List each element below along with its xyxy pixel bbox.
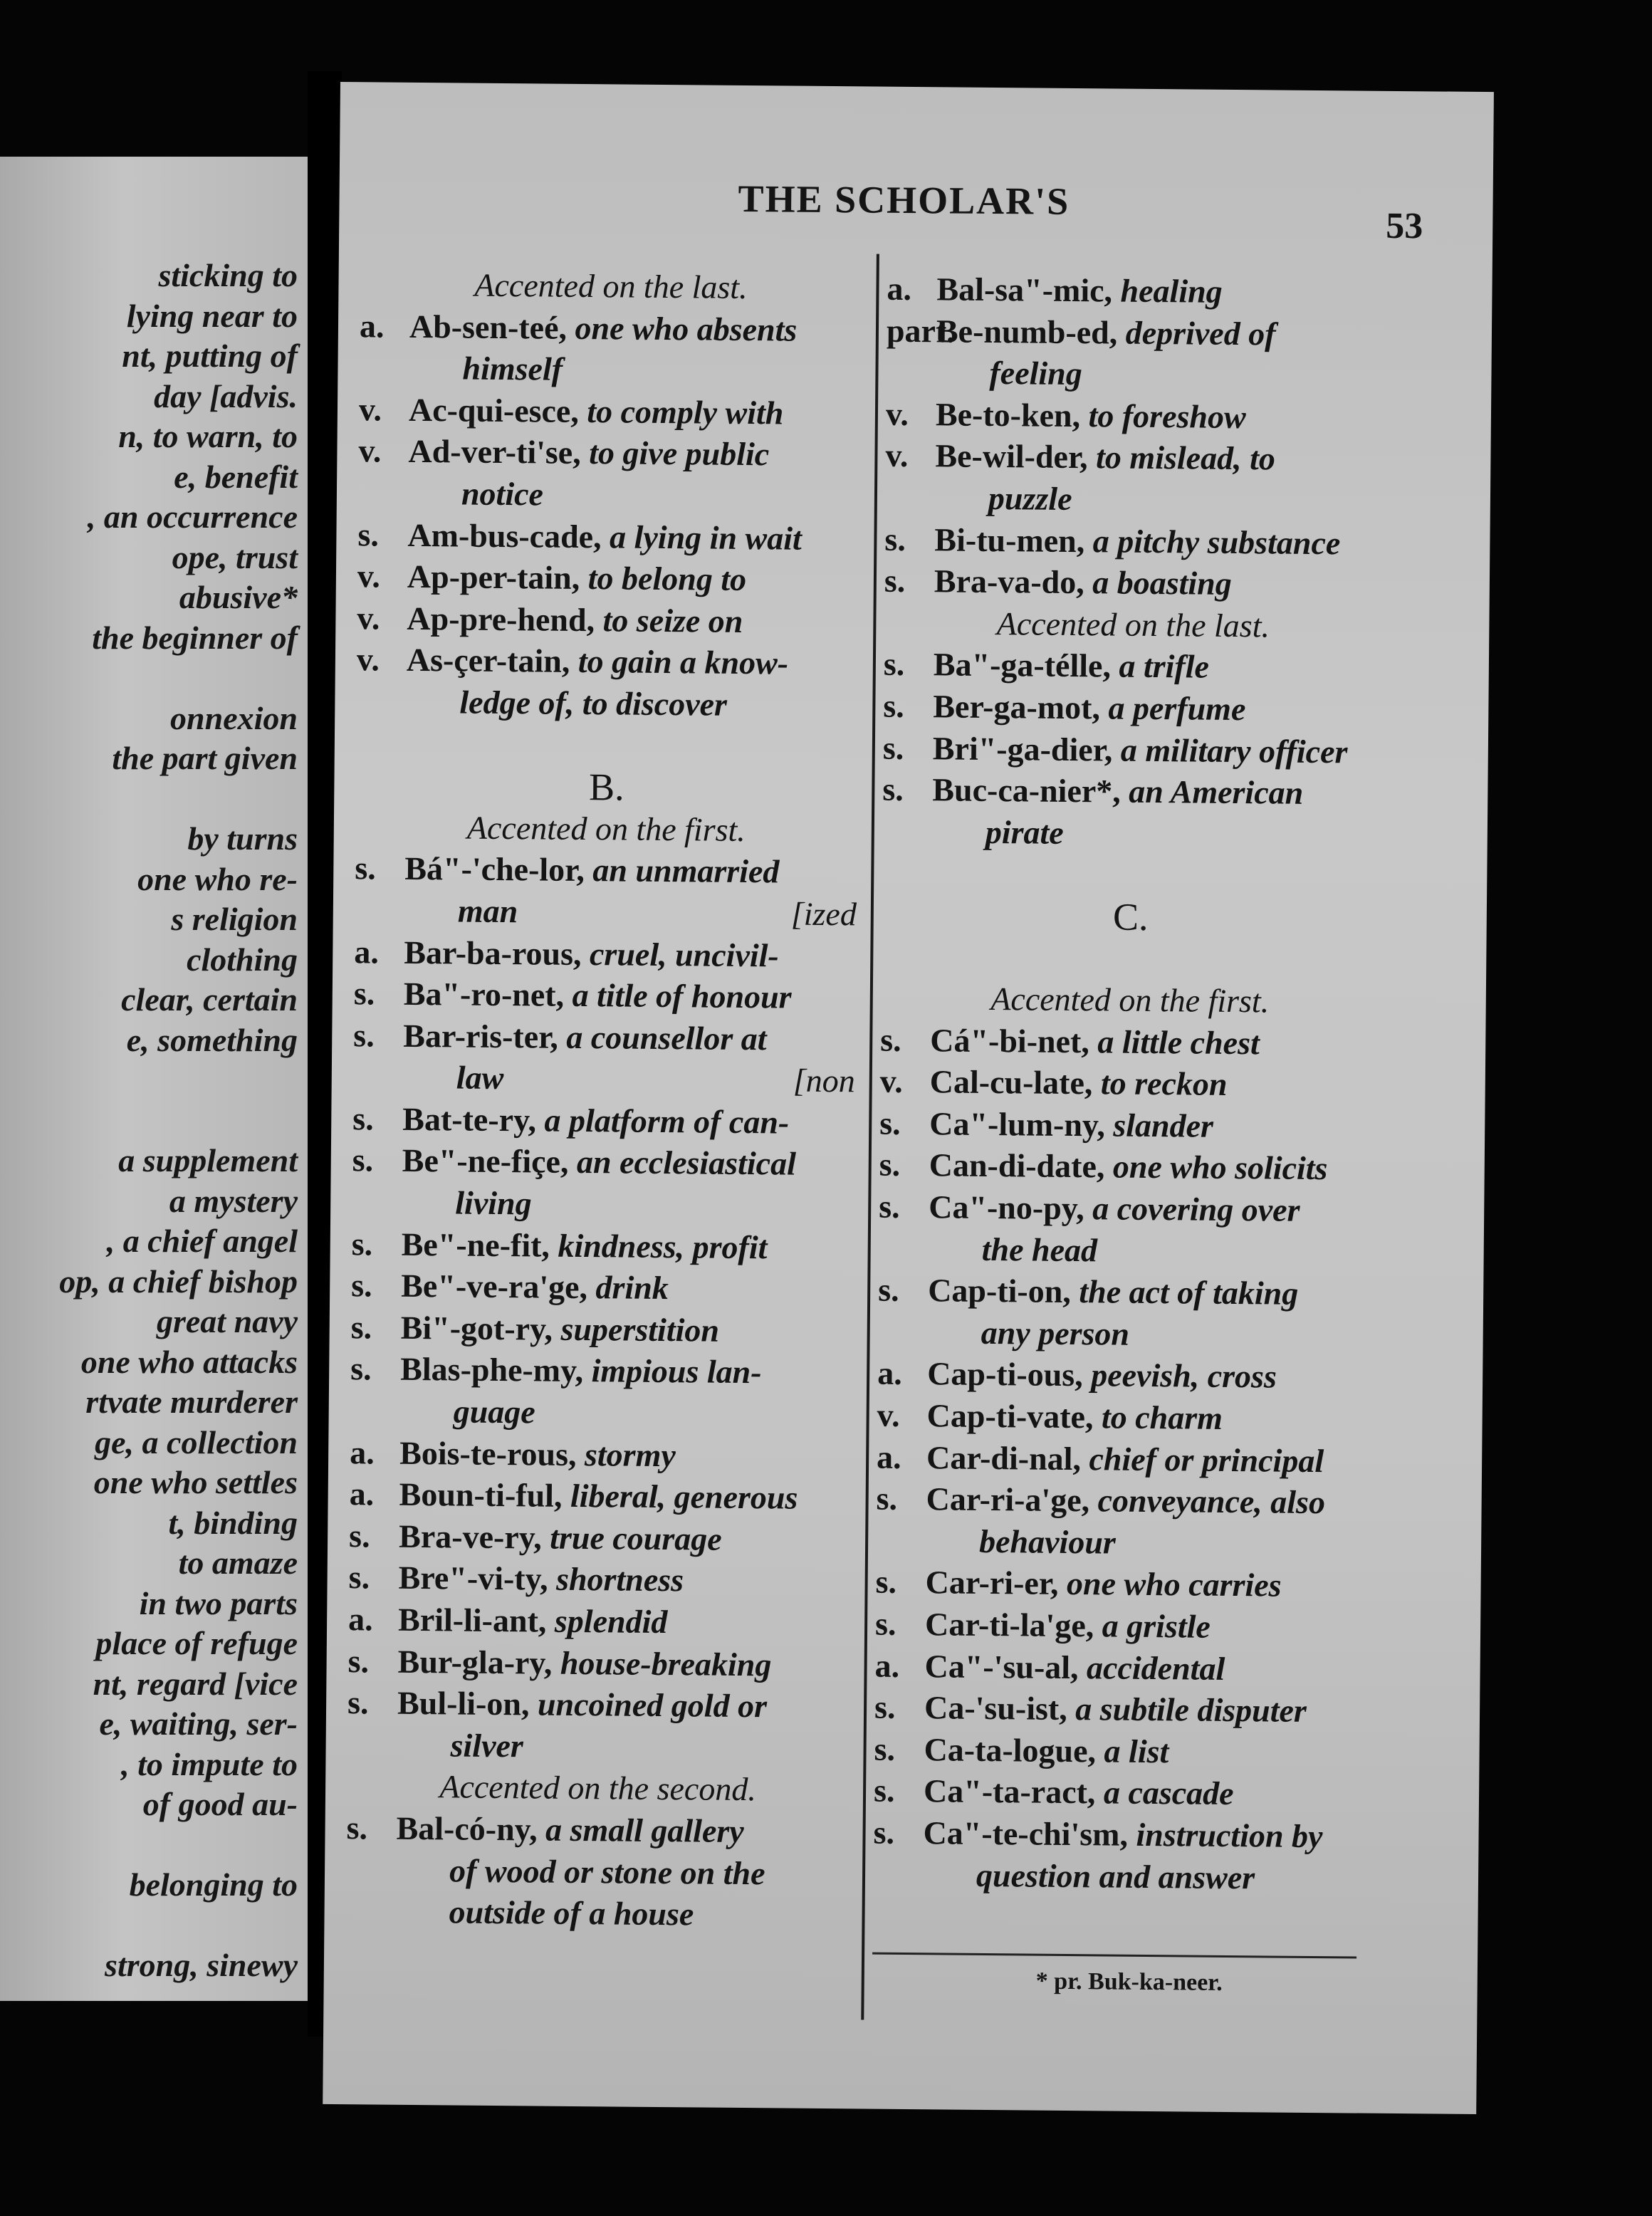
definition: a covering over [1092, 1190, 1300, 1228]
dictionary-entry [875, 1562, 1374, 1608]
definition-text: living [455, 1184, 532, 1222]
adjacent-page-line: a supplement [118, 1142, 298, 1178]
headword: Bre"-vi-ty, [398, 1559, 548, 1598]
part-of-speech: s. [352, 1100, 374, 1137]
spacer [882, 852, 1380, 899]
headword: Bal-có-ny, [396, 1809, 538, 1848]
dictionary-entry [876, 1478, 1374, 1525]
definition-text: law [456, 1059, 504, 1097]
section-subheading: Accented on the first. [990, 981, 1270, 1020]
part-of-speech: s. [353, 1016, 375, 1054]
headword: Blas-phe-my, [400, 1351, 584, 1389]
dictionary-entry [347, 1641, 849, 1687]
part-of-speech: v. [877, 1396, 900, 1433]
headword: Cal-cu-late, [929, 1063, 1093, 1102]
part-of-speech: a. [354, 933, 380, 971]
headword: Ab-sen-teé, [409, 308, 568, 346]
definition: liberal, generous [570, 1478, 798, 1516]
definition-continuation [873, 1854, 1371, 1900]
definition-text: silver [450, 1727, 524, 1765]
adjacent-page-line: by turns [187, 820, 298, 857]
headword: Car-di-nal, [926, 1438, 1082, 1477]
headword: Bra-ve-ry, [398, 1517, 542, 1556]
dictionary-entry [887, 268, 1385, 315]
definition: to belong to [587, 560, 747, 598]
definition-text: puzzle [988, 479, 1072, 517]
definition-text: himself [462, 350, 563, 387]
part-of-speech: v. [357, 599, 380, 637]
dictionary-entry [886, 393, 1384, 439]
adjacent-page-line: lying near to [126, 297, 298, 334]
part-of-speech: s. [879, 1104, 901, 1141]
headword: Cá"-bi-net, [930, 1021, 1090, 1060]
dictionary-entry [877, 1395, 1375, 1441]
adjacent-page-line: place of refuge [95, 1625, 298, 1661]
part-of-speech: s. [880, 1021, 901, 1058]
adjacent-page-line: nt, putting of [122, 338, 298, 374]
definition: a perfume [1108, 689, 1246, 728]
definition: a title of honour [572, 976, 792, 1015]
headword: Bal-sa"-mic, [936, 271, 1113, 309]
dictionary-entry [357, 597, 859, 644]
part-of-speech: s. [878, 1271, 899, 1309]
dictionary-entry [350, 1432, 852, 1478]
headword: Car-ti-la'ge, [924, 1606, 1094, 1644]
part-of-speech: s. [874, 1730, 896, 1767]
section-subheading: Accented on the second. [439, 1768, 757, 1808]
definition: chief or principal [1089, 1440, 1324, 1479]
running-head: THE SCHOLAR'S [738, 177, 1070, 223]
definition: stormy [584, 1436, 676, 1473]
part-of-speech: s. [357, 516, 380, 553]
headword: Bril-li-ant, [397, 1601, 547, 1639]
definition: healing [1120, 272, 1223, 310]
headword: Ba"-ro-net, [403, 975, 565, 1013]
definition-continuation [353, 1056, 855, 1102]
headword: Ad-ver-ti'se, [408, 433, 581, 471]
definition: conveyance, also [1097, 1482, 1326, 1521]
part-of-speech: s. [875, 1564, 897, 1601]
adjacent-page-line: of good au- [142, 1786, 298, 1822]
left-column [345, 263, 862, 1937]
headword: Ap-per-tain, [407, 558, 580, 597]
dictionary-entry [880, 1061, 1379, 1107]
dictionary-entry [357, 555, 859, 602]
headword: Be"-ne-fiçe, [402, 1142, 569, 1181]
definition-continuation [352, 1181, 854, 1228]
definition: slander [1113, 1107, 1214, 1144]
definition-text: guage [453, 1393, 535, 1431]
dictionary-entry [346, 1807, 848, 1854]
headword: Ca"-no-py, [929, 1188, 1084, 1227]
dictionary-entry [357, 639, 859, 686]
part-of-speech: s. [347, 1642, 370, 1680]
definition-continuation [878, 1228, 1376, 1274]
adjacent-page-line: abusive* [179, 579, 298, 615]
part-of-speech: v. [879, 1062, 903, 1100]
part-of-speech: a. [876, 1438, 901, 1475]
headword: Bi"-got-ry, [400, 1309, 553, 1347]
dictionary-entry [874, 1645, 1373, 1691]
definition-continuation [355, 889, 857, 936]
headword: Ca"-te-chi'sm, [923, 1814, 1129, 1853]
part-of-speech: s. [876, 1480, 898, 1517]
headword: Ca-ta-logue, [924, 1731, 1097, 1770]
dictionary-entry [354, 931, 856, 978]
dictionary-entry [357, 514, 859, 560]
right-column [873, 268, 1386, 1900]
spacer [881, 936, 1379, 982]
headword: Ap-pre-hend, [407, 600, 595, 638]
headword: Bra-va-do, [934, 563, 1084, 601]
dictionary-entry [873, 1812, 1371, 1859]
adjacent-page-line: strong, sinewy [105, 1947, 298, 1983]
definition-continuation [350, 1390, 852, 1436]
adjacent-page-line: e, something [126, 1021, 298, 1058]
adjacent-page-fragment [0, 157, 308, 2001]
definition: to charm [1101, 1399, 1223, 1436]
definition: to seize on [602, 601, 743, 639]
dictionary-entry [884, 518, 1383, 565]
headword: Bá"-'che-lor, [404, 850, 585, 889]
definition: a list [1104, 1732, 1169, 1770]
dictionary-entry [352, 1223, 854, 1270]
definition-continuation [347, 1724, 849, 1770]
dictionary-entry [355, 848, 857, 894]
headword: Car-ri-er, [925, 1564, 1059, 1602]
headword: Ber-ga-mot, [933, 688, 1101, 726]
adjacent-page-line: , a chief angel [106, 1223, 298, 1259]
part-of-speech: s. [879, 1146, 901, 1183]
definition: a little chest [1097, 1023, 1260, 1062]
definition: a subtile disputer [1075, 1690, 1307, 1730]
dictionary-entry [882, 769, 1381, 815]
adjacent-page-line: in two parts [139, 1584, 298, 1621]
definition: a trifle [1119, 647, 1210, 686]
headword: Can-di-date, [929, 1146, 1105, 1185]
adjacent-page-line: day [advis. [154, 377, 298, 414]
adjacent-page-line: rtvate murderer [85, 1384, 298, 1420]
definition: superstition [560, 1310, 720, 1349]
dictionary-entry [879, 1103, 1378, 1149]
part-of-speech: s. [351, 1225, 373, 1263]
definition-continuation [885, 477, 1384, 523]
headword: Cap-ti-on, [927, 1272, 1072, 1310]
part-of-speech: s. [874, 1605, 896, 1642]
footnote: * pr. Buk-ka-neer. [1035, 1967, 1223, 1996]
part-of-speech: v. [358, 391, 382, 428]
headword: Be-numb-ed, [936, 312, 1118, 351]
definition: impious lan- [591, 1352, 762, 1391]
carried-over-syllable: [ized [790, 895, 857, 933]
alphabet-letter-heading: B. [588, 765, 624, 809]
part-of-speech: s. [350, 1350, 372, 1387]
part-of-speech: v. [358, 432, 382, 469]
dictionary-entry [358, 431, 860, 477]
dictionary-entry [352, 1098, 854, 1144]
definition-continuation [346, 1849, 848, 1896]
definition-continuation [877, 1311, 1376, 1357]
adjacent-page-line: a mystery [169, 1182, 298, 1219]
definition-text: ledge of, to discover [459, 684, 728, 723]
part-of-speech: s. [351, 1267, 372, 1304]
dictionary-entry [359, 389, 861, 435]
adjacent-page-line: t, binding [168, 1504, 298, 1541]
definition-text: notice [461, 475, 544, 513]
definition: cruel, uncivil- [589, 935, 779, 973]
adjacent-page-line: op, a chief bishop [59, 1263, 298, 1300]
dictionary-entry [349, 1515, 851, 1562]
adjacent-page-line: n, to warn, to [118, 418, 298, 454]
definition: one who absents [575, 309, 798, 348]
definition-text: outside of a house [449, 1893, 694, 1933]
part-of-speech: v. [357, 558, 381, 595]
part-of-speech: s. [348, 1517, 370, 1554]
part-of-speech: s. [355, 850, 376, 887]
dictionary-entry [885, 435, 1384, 481]
definition-text: of wood or stone on the [449, 1851, 765, 1891]
adjacent-page-line: clear, certain [121, 981, 298, 1018]
headword: Bar-ba-rous, [404, 934, 582, 972]
definition: an American [1129, 773, 1304, 811]
dictionary-entry [874, 1728, 1372, 1775]
headword: Ac-qui-esce, [408, 391, 580, 429]
headword: Bois-te-rous, [399, 1434, 577, 1473]
dictionary-entry [352, 1140, 854, 1186]
adjacent-page-line: e, benefit [174, 458, 298, 495]
adjacent-page-line: the part given [112, 740, 298, 776]
definition: drink [595, 1269, 669, 1307]
headword: Be"-ve-ra'ge, [401, 1268, 588, 1306]
dictionary-page [323, 82, 1494, 2114]
headword: Be"-ne-fit, [401, 1225, 550, 1264]
definition-text: behaviour [978, 1522, 1117, 1561]
definition: an ecclesiastical [576, 1144, 797, 1183]
definition-continuation [876, 1520, 1374, 1566]
headword: Ca"-lum-ny, [929, 1105, 1106, 1144]
definition: shortness [555, 1561, 684, 1599]
adjacent-page-line: the beginner of [92, 619, 298, 656]
definition-continuation [345, 1891, 847, 1937]
adjacent-page-line: one who re- [137, 860, 298, 897]
part-of-speech: a. [874, 1647, 900, 1684]
dictionary-entry [884, 560, 1383, 607]
dictionary-entry [351, 1265, 853, 1311]
dictionary-entry [877, 1353, 1376, 1399]
part-of-speech: a. [349, 1475, 375, 1512]
definition-continuation [359, 347, 861, 393]
definition: to comply with [587, 392, 784, 432]
headword: Ca"-'su-al, [924, 1647, 1079, 1685]
part-of-speech: s. [884, 521, 906, 558]
dictionary-entry [348, 1599, 850, 1645]
dictionary-entry [875, 1604, 1374, 1650]
definition: kindness, profit [558, 1227, 768, 1265]
adjacent-page-line: e, waiting, ser- [99, 1705, 298, 1742]
headword: Ba"-ga-télle, [933, 646, 1112, 684]
definition: the act of taking [1079, 1273, 1299, 1312]
headword: Bar-ris-ter, [403, 1017, 559, 1055]
definition: a military officer [1120, 731, 1348, 770]
definition-text: feeling [989, 355, 1082, 392]
adjacent-page-line: belonging to [129, 1866, 298, 1903]
definition: splendid [554, 1602, 668, 1641]
definition: deprived of [1125, 314, 1276, 352]
definition: a counsellor at [566, 1018, 767, 1057]
part-of-speech: s. [346, 1809, 368, 1846]
part-of-speech: s. [882, 770, 904, 808]
part-of-speech: v. [356, 641, 380, 678]
definition: one who solicits [1112, 1148, 1328, 1187]
section-subheading: Accented on the first. [466, 809, 746, 848]
definition: a lying in wait [609, 518, 802, 557]
headword: Boun-ti-ful, [399, 1476, 563, 1515]
dictionary-entry [353, 1015, 855, 1061]
part-of-speech: s. [884, 562, 906, 600]
adjacent-page-line: , to impute to [121, 1745, 298, 1782]
dictionary-entry [348, 1557, 850, 1604]
spacer [356, 723, 858, 769]
part-of-speech: s. [353, 975, 375, 1012]
adjacent-page-line: onnexion [170, 699, 298, 736]
part-of-speech: s. [350, 1309, 372, 1346]
definition: a small gallery [545, 1811, 744, 1850]
headword: Cap-ti-vate, [926, 1397, 1094, 1436]
part-of-speech: s. [348, 1559, 370, 1596]
definition: accidental [1086, 1648, 1225, 1687]
definition-continuation [358, 472, 860, 518]
section-subheading: Accented on the last. [474, 266, 748, 305]
definition: a boasting [1092, 564, 1232, 602]
definition-continuation [356, 681, 858, 727]
carried-over-syllable: [non [793, 1062, 856, 1099]
adjacent-page-line: one who attacks [80, 1343, 298, 1380]
dictionary-entry [878, 1270, 1376, 1316]
definition-text: any person [981, 1314, 1130, 1352]
dictionary-entry [350, 1349, 852, 1395]
adjacent-page-line: ge, a collection [95, 1423, 298, 1460]
dictionary-entry [879, 1144, 1377, 1191]
adjacent-page-line: sticking to [158, 257, 298, 293]
page-number: 53 [1386, 205, 1423, 247]
definition: to mislead, to [1095, 439, 1276, 477]
definition-text: man [457, 892, 518, 930]
definition: to give public [589, 434, 770, 473]
headword: Be-to-ken, [935, 396, 1081, 434]
part-of-speech: s. [873, 1814, 895, 1851]
headword: Bul-li-on, [397, 1684, 530, 1723]
dictionary-entry [883, 727, 1381, 773]
headword: Be-wil-der, [935, 437, 1088, 476]
part-of-speech: s. [883, 646, 905, 683]
definition: instruction by [1136, 1816, 1323, 1855]
adjacent-page-line: one who settles [93, 1464, 298, 1500]
definition-continuation [886, 352, 1384, 398]
definition: uncoined gold or [537, 1685, 768, 1725]
adjacent-page-line: great navy [156, 1303, 298, 1339]
definition-continuation [882, 810, 1381, 857]
dictionary-entry [883, 686, 1381, 732]
part-of-speech: a. [877, 1355, 902, 1392]
headword: Bat-te-ry, [402, 1100, 537, 1139]
definition: house-breaking [560, 1644, 772, 1683]
dictionary-entry [884, 644, 1382, 690]
dictionary-entry [354, 973, 856, 1019]
definition-text: pirate [985, 813, 1064, 851]
headword: Cap-ti-ous, [926, 1355, 1083, 1394]
definition: a pitchy substance [1092, 522, 1341, 561]
dictionary-entry [879, 1186, 1377, 1233]
headword: Car-ri-a'ge, [926, 1480, 1090, 1519]
section-subheading: Accented on the last. [996, 605, 1270, 644]
part-of-speech: s. [873, 1772, 895, 1809]
definition: a platform of can- [544, 1102, 790, 1141]
definition: a cascade [1103, 1774, 1234, 1812]
part-of-speech: a. [887, 270, 912, 308]
headword: As-çer-tain, [406, 642, 570, 680]
dictionary-entry [887, 310, 1385, 356]
part-of-speech: a. [359, 307, 385, 345]
part-of-speech: a. [347, 1601, 373, 1638]
dictionary-entry [350, 1307, 852, 1353]
dictionary-entry [874, 1770, 1372, 1817]
part-of-speech: s. [874, 1688, 896, 1726]
headword: Bi-tu-men, [934, 521, 1085, 559]
dictionary-entry [349, 1473, 851, 1520]
alphabet-letter-heading: C. [1112, 895, 1149, 939]
dictionary-entry [874, 1687, 1373, 1733]
headword: Ca"-ta-ract, [923, 1772, 1096, 1811]
definition: true courage [549, 1519, 722, 1557]
definition-text: question and answer [976, 1856, 1255, 1896]
headword: Ca-'su-ist, [924, 1689, 1067, 1728]
definition: to foreshow [1088, 397, 1246, 435]
part-of-speech: part. [886, 312, 956, 350]
dictionary-entry [880, 1019, 1379, 1065]
definition: an unmarried [592, 852, 780, 890]
adjacent-page-line: , an occurrence [87, 498, 298, 535]
headword: Am-bus-cade, [407, 516, 602, 555]
part-of-speech: s. [347, 1684, 369, 1721]
adjacent-page-line: ope, trust [172, 538, 298, 575]
definition: peevish, cross [1090, 1357, 1277, 1395]
adjacent-page-line: s religion [171, 901, 298, 937]
dictionary-entry [347, 1682, 849, 1728]
dictionary-entry [877, 1436, 1375, 1483]
headword: Buc-ca-nier*, [932, 771, 1122, 810]
headword: Bur-gla-ry, [397, 1643, 553, 1681]
definition: to reckon [1100, 1065, 1228, 1103]
definition: a gristle [1102, 1607, 1211, 1645]
part-of-speech: s. [882, 729, 904, 766]
definition: one who carries [1066, 1565, 1282, 1604]
headword: Bri"-ga-dier, [932, 729, 1113, 768]
adjacent-page-line: to amaze [178, 1545, 298, 1581]
part-of-speech: s. [352, 1141, 374, 1178]
part-of-speech: s. [883, 687, 905, 724]
definition-text: the head [981, 1230, 1098, 1268]
part-of-speech: a. [349, 1433, 375, 1471]
adjacent-page-line: clothing [187, 941, 298, 978]
footnote-rule [872, 1953, 1356, 1959]
part-of-speech: s. [879, 1188, 900, 1225]
part-of-speech: v. [885, 395, 909, 432]
part-of-speech: v. [885, 437, 909, 474]
definition: to gain a know- [577, 643, 789, 681]
adjacent-page-line: nt, regard [vice [93, 1665, 298, 1702]
dictionary-entry [360, 305, 862, 352]
